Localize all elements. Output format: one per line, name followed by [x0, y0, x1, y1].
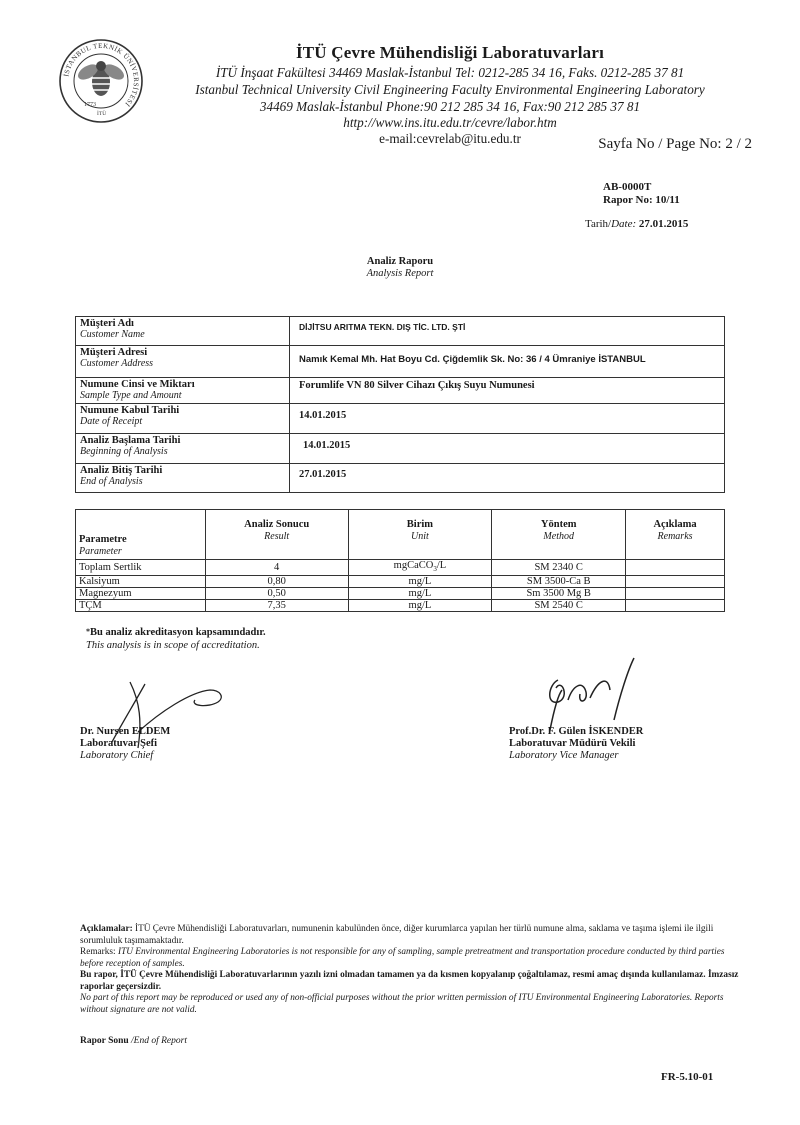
signer-role-tr: Laboratuvar Şefi — [80, 738, 158, 749]
table-row — [76, 560, 725, 576]
lab-title: İTÜ Çevre Mühendisliği Laboratuvarları — [295, 43, 605, 62]
remarks-cell — [626, 588, 725, 600]
logo-ring-text: İSTANBUL TEKNİK ÜNİVERSİTESİ — [62, 41, 141, 109]
header-method: Yöntem Method — [492, 510, 626, 560]
row-label: Müşteri Adı Customer Name — [76, 317, 290, 346]
table-row — [76, 588, 725, 600]
result-cell: 0,50 — [205, 588, 348, 600]
table-row — [76, 346, 725, 378]
report-code: AB-0000T — [603, 181, 652, 193]
signer-role-en: Laboratory Chief — [80, 750, 154, 761]
header-website: http://www.ins.itu.edu.tr/cevre/labor.htm — [343, 115, 557, 130]
table-header-row — [76, 510, 725, 560]
unit-cell: mg/L — [348, 588, 492, 600]
param-cell: Kalsiyum — [76, 576, 206, 588]
method-cell: SM 3500-Ca B — [492, 576, 626, 588]
sample-type-value: Forumlife VN 80 Silver Cihazı Çıkış Suyu Numunesi — [290, 378, 725, 404]
table-row — [76, 404, 725, 434]
receipt-date-value: 14.01.2015 — [290, 404, 725, 434]
end-of-report: Rapor Sonu /End of Report — [80, 1036, 187, 1046]
row-label: Analiz Bitiş Tarihi End of Analysis — [76, 464, 290, 493]
results-table — [75, 509, 725, 612]
table-row — [76, 378, 725, 404]
param-cell: Toplam Sertlik — [76, 560, 206, 576]
result-cell: 0,80 — [205, 576, 348, 588]
param-cell: Magnezyum — [76, 588, 206, 600]
signer-name: Prof.Dr. F. Gülen İSKENDER — [509, 726, 644, 737]
row-label: Analiz Başlama Tarihi Beginning of Analysis — [76, 434, 290, 464]
remarks-cell — [626, 560, 725, 576]
unit-cell: mg/L — [348, 600, 492, 612]
analysis-start-value: 14.01.2015 — [290, 434, 725, 464]
page-number: Sayfa No / Page No: 2 / 2 — [598, 136, 752, 152]
signer-role-en: Laboratory Vice Manager — [509, 750, 619, 761]
signature-block-left — [80, 726, 170, 762]
method-cell: Sm 3500 Mg B — [492, 588, 626, 600]
remarks-cell — [626, 600, 725, 612]
date-value: 27.01.2015 — [638, 218, 689, 230]
logo-year: 1773 — [84, 102, 96, 108]
copy-notice-tr: Bu rapor, İTÜ Çevre Mühendisliği Laboratuvarlarının yazılı izni olmadan tamamen ya da kısmen kopyalanıp çoğaltılamaz, resmi amaç dışında kullanılamaz. İmzasız raporlar geçersizdir. — [80, 970, 739, 992]
unit-cell: mgCaCO$_3$/L — [348, 560, 492, 576]
report-subtitle: Analysis Report — [366, 268, 434, 279]
report-title: Analiz Raporu — [366, 256, 434, 267]
unit-cell: mg/L — [348, 576, 492, 588]
header-name-en: Istanbul Technical University Civil Engineering Faculty Environmental Engineering Laboratory — [195, 82, 705, 97]
header-address-en: 34469 Maslak-İstanbul Phone:90 212 285 34 16, Fax:90 212 285 37 81 — [259, 99, 641, 114]
row-label: Numune Kabul Tarihi Date of Receipt — [76, 404, 290, 434]
result-cell: 7,35 — [205, 600, 348, 612]
header-result: Analiz Sonucu Result — [205, 510, 348, 560]
logo-bottom-text: İTÜ — [97, 111, 107, 117]
result-cell: 4 — [205, 560, 348, 576]
accreditation-note-tr: *Bu analiz akreditasyon kapsamındadır. — [86, 627, 266, 638]
footer-disclaimer — [80, 924, 740, 1016]
signature-block-right — [509, 726, 643, 762]
customer-info-table — [75, 316, 725, 493]
header-email: e-mail:cevrelab@itu.edu.tr — [379, 131, 521, 146]
accreditation-note-en: This analysis is in scope of accreditation. — [86, 640, 260, 651]
copy-notice-en: No part of this report may be reproduced or used any of non-official purposes without the prior written permission of ITU Environmental Engineering Laboratories. Reports without signature are not valid. — [80, 993, 724, 1015]
header-unit: Birim Unit — [348, 510, 492, 560]
disclaimer-en: Remarks: ITU Environmental Engineering Laboratories is not responsible for any of sampling, sample pretreatment and transportation procedure conducted by third parties before reception of samples. — [80, 947, 725, 969]
report-identifier — [603, 181, 680, 207]
row-label: Numune Cinsi ve Miktarı Sample Type and Amount — [76, 378, 290, 404]
date-label-tr: Tarih/ — [585, 218, 612, 230]
table-row — [76, 576, 725, 588]
table-row — [76, 600, 725, 612]
remarks-cell — [626, 576, 725, 588]
form-code: FR-5.10-01 — [661, 1071, 714, 1083]
signer-role-tr: Laboratuvar Müdürü Vekili — [509, 738, 636, 749]
customer-name-value: DİJİTSU ARITMA TEKN. DIŞ TİC. LTD. ŞTİ — [290, 317, 725, 346]
date-label-en: Date: — [611, 218, 637, 230]
table-row — [76, 434, 725, 464]
header-address-tr: İTÜ İnşaat Fakültesi 34469 Maslak-İstanbul Tel: 0212-285 34 16, Faks. 0212-285 37 81 — [215, 65, 685, 80]
table-row — [76, 317, 725, 346]
customer-address-value: Namık Kemal Mh. Hat Boyu Cd. Çiğdemlik Sk. No: 36 / 4 Ümraniye İSTANBUL — [290, 346, 725, 378]
method-cell: SM 2340 C — [492, 560, 626, 576]
signature-right-drawing — [528, 650, 648, 735]
report-date — [585, 218, 688, 230]
table-row — [76, 464, 725, 493]
itu-seal-logo — [58, 38, 144, 124]
header-remarks: Açıklama Remarks — [626, 510, 725, 560]
report-number: Rapor No: 10/11 — [603, 194, 680, 206]
disclaimer-tr: Açıklamalar: İTÜ Çevre Mühendisliği Laboratuvarları, numunenin kabulünden önce, diğer kurumlarca yapılan her türlü numune alma, saklama ve taşıma işlemi ile ilgili sorumluluk taşımamaktadır. — [80, 924, 714, 946]
param-cell: TÇM — [76, 600, 206, 612]
signer-name: Dr. Nursen ELDEM — [80, 726, 171, 737]
row-label: Müşteri Adresi Customer Address — [76, 346, 290, 378]
analysis-end-value: 27.01.2015 — [290, 464, 725, 493]
header-parameter: Parametre Parameter — [76, 510, 206, 560]
method-cell: SM 2540 C — [492, 600, 626, 612]
